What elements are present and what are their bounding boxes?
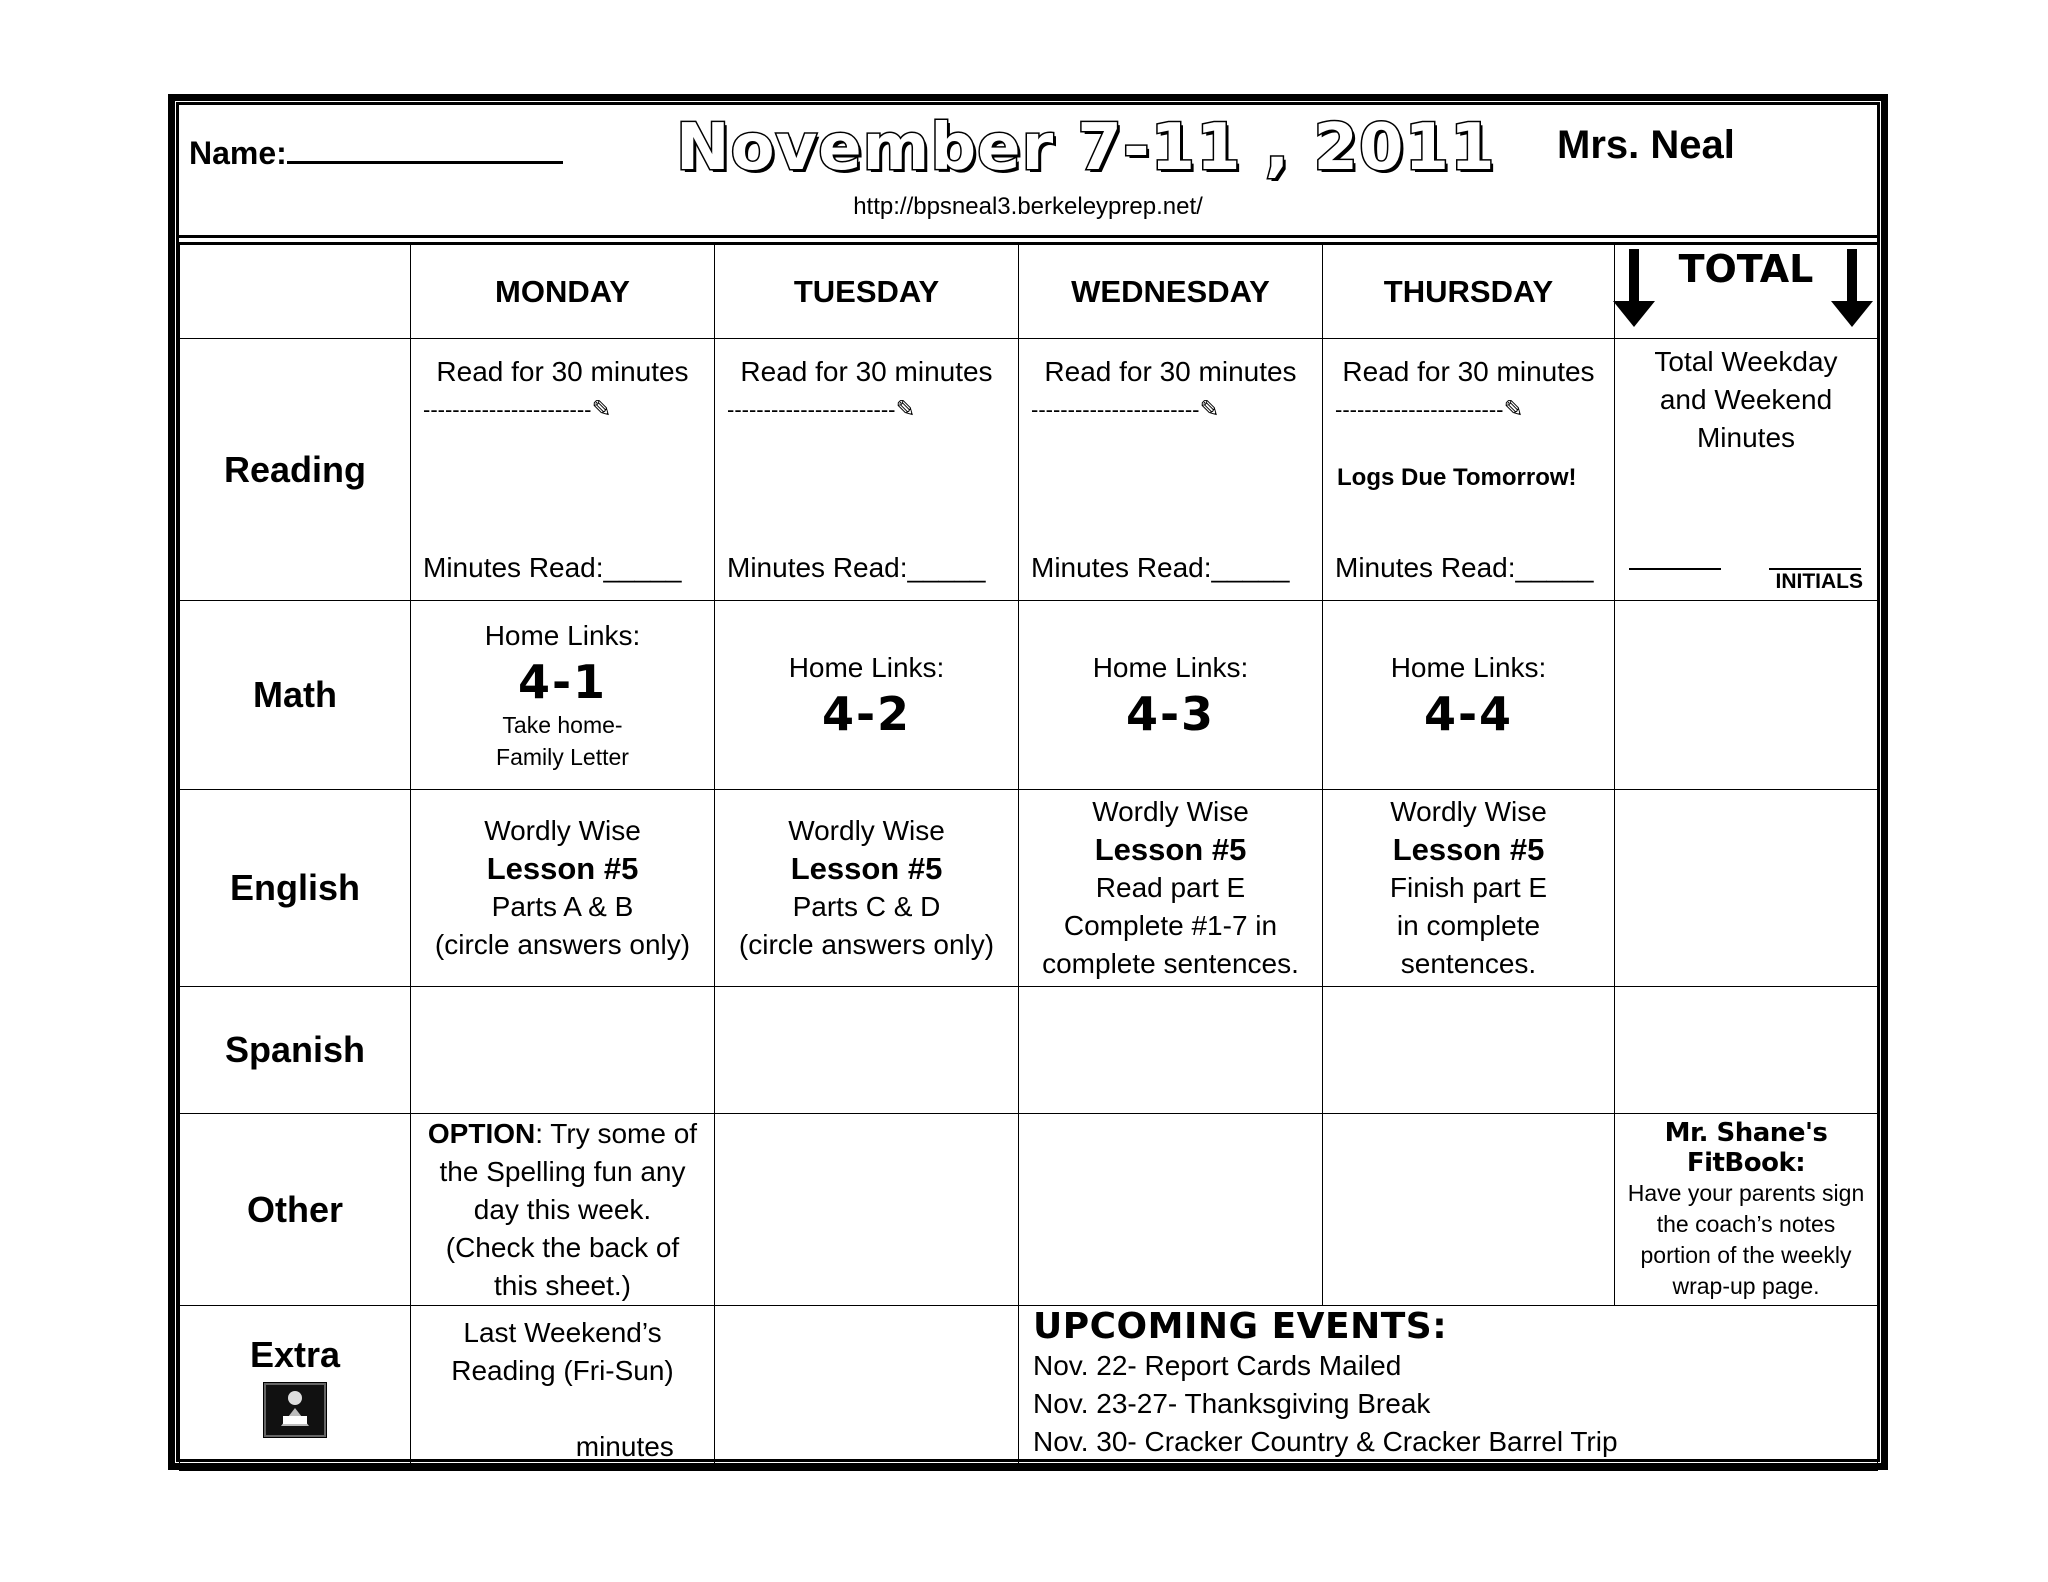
english-tuesday (715, 790, 1019, 987)
home-link-number: 4-4 (1423, 687, 1514, 741)
weekend-reading-label: Reading (Fri-Sun) (451, 1355, 674, 1386)
day-label: MONDAY (495, 273, 630, 309)
assignment-line: (circle answers only) (738, 929, 995, 960)
math-wednesday (1019, 601, 1323, 790)
arrow-down-icon (1841, 249, 1863, 329)
pencil-icon: ✎ (895, 396, 916, 423)
reading-task: Read for 30 minutes (740, 356, 993, 387)
subject-label: Reading (223, 448, 366, 490)
minutes-read-blank: Minutes Read:_____ (1335, 552, 1594, 583)
other-row (180, 1114, 1878, 1306)
subject-extra (180, 1306, 411, 1471)
day-header-thursday (1323, 245, 1615, 339)
subject-other (180, 1114, 411, 1306)
assignment-line: Parts C & D (792, 891, 941, 922)
english-wednesday (1019, 790, 1323, 987)
teacher-name: Mrs. Neal (1557, 123, 1735, 167)
english-total (1615, 790, 1878, 987)
reading-tuesday (715, 339, 1019, 601)
class-website-url: http://bpsneal3.berkeleyprep.net/ (853, 193, 1203, 220)
pencil-icon: ✎ (591, 396, 612, 423)
minutes-read-blank: Minutes Read:_____ (423, 552, 682, 583)
weekend-reading-label: Last Weekend’s (463, 1317, 662, 1348)
logs-due-note: Logs Due Tomorrow! (1337, 464, 1577, 491)
subject-label: Spanish (224, 1029, 366, 1070)
math-row (180, 601, 1878, 790)
math-monday (411, 601, 715, 790)
math-tuesday (715, 601, 1019, 790)
name-blank-line (287, 131, 563, 164)
option-label: OPTION (427, 1117, 536, 1149)
reading-monday (411, 339, 715, 601)
home-link-number: 4-3 (1125, 687, 1216, 741)
option-text: this sheet.) (494, 1269, 631, 1301)
homework-grid (179, 244, 1878, 1471)
subject-spanish (180, 987, 411, 1114)
spanish-monday (411, 987, 715, 1114)
fitbook-text: portion of the weekly (1640, 1241, 1852, 1268)
weekend-minutes-blank: ________minutes (451, 1431, 674, 1462)
day-header-wednesday (1019, 245, 1323, 339)
initials-label: INITIALS (1775, 570, 1863, 593)
home-links-label: Home Links: (484, 620, 641, 651)
reading-row (180, 339, 1878, 601)
program-name: Wordly Wise (484, 815, 641, 846)
assignment-line: complete sentences. (1042, 948, 1299, 979)
lesson-label: Lesson #5 (1094, 832, 1247, 867)
page-title: November 7-11 , 2011 (676, 111, 1496, 185)
signature-dash-line: ----------------------- (1031, 397, 1200, 422)
lesson-label: Lesson #5 (1392, 832, 1545, 867)
day-label: WEDNESDAY (1071, 273, 1270, 309)
day-label: THURSDAY (1383, 273, 1554, 309)
math-total (1615, 601, 1878, 790)
take-home-note: Take home- (502, 712, 623, 738)
spanish-row (180, 987, 1878, 1114)
home-links-label: Home Links: (1092, 652, 1249, 683)
lesson-label: Lesson #5 (790, 851, 943, 886)
assignment-line: Finish part E (1389, 872, 1548, 903)
lesson-label: Lesson #5 (486, 851, 639, 886)
home-links-label: Home Links: (1390, 652, 1547, 683)
reading-task: Read for 30 minutes (436, 356, 689, 387)
name-label: Name: (189, 135, 287, 171)
total-blank-line (1629, 568, 1721, 570)
signature-dash-line: ----------------------- (727, 397, 896, 422)
total-label: TOTAL (1678, 247, 1814, 291)
english-row (180, 790, 1878, 987)
signature-dash-line: ----------------------- (1335, 397, 1504, 422)
reading-child-icon (263, 1382, 327, 1438)
assignment-line: Read part E (1095, 872, 1246, 903)
reading-wednesday (1019, 339, 1323, 601)
other-total (1615, 1114, 1878, 1306)
subject-english (180, 790, 411, 987)
assignment-line: sentences. (1400, 948, 1537, 979)
reading-thursday (1323, 339, 1615, 601)
home-link-number: 4-1 (517, 655, 608, 709)
assignment-line: Complete #1-7 in (1063, 910, 1278, 941)
other-wednesday (1019, 1114, 1323, 1306)
events-title: UPCOMING EVENTS: (1033, 1306, 1448, 1347)
other-monday (411, 1114, 715, 1306)
extra-row (180, 1306, 1878, 1471)
spanish-wednesday (1019, 987, 1323, 1114)
subject-math (180, 601, 411, 790)
reading-task: Read for 30 minutes (1044, 356, 1297, 387)
signature-dash-line: ----------------------- (423, 397, 592, 422)
option-text: day this week. (473, 1193, 652, 1225)
day-label: TUESDAY (793, 273, 940, 309)
name-field (189, 131, 563, 172)
option-text: (Check the back of (445, 1231, 680, 1263)
pencil-icon: ✎ (1199, 396, 1220, 423)
fitbook-text: Have your parents sign (1627, 1179, 1865, 1206)
option-text: : Try some of (535, 1117, 698, 1149)
other-thursday (1323, 1114, 1615, 1306)
subject-label: Math (253, 674, 337, 715)
home-links-label: Home Links: (788, 652, 945, 683)
fitbook-text: the coach’s notes (1656, 1210, 1836, 1237)
other-tuesday (715, 1114, 1019, 1306)
math-thursday (1323, 601, 1615, 790)
family-letter-note: Family Letter (496, 744, 629, 770)
spanish-total (1615, 987, 1878, 1114)
program-name: Wordly Wise (1092, 796, 1249, 827)
day-header-row (180, 245, 1878, 339)
total-header (1615, 245, 1878, 339)
minutes-read-blank: Minutes Read:_____ (727, 552, 986, 583)
assignment-line: Parts A & B (491, 891, 634, 922)
subject-label: English (229, 867, 360, 908)
reading-task: Read for 30 minutes (1342, 356, 1595, 387)
subject-label: Extra (249, 1334, 341, 1375)
minutes-read-blank: Minutes Read:_____ (1031, 552, 1290, 583)
upcoming-events (1019, 1306, 1878, 1471)
english-thursday (1323, 790, 1615, 987)
day-header-monday (411, 245, 715, 339)
event-item: Nov. 22- Report Cards Mailed (1033, 1350, 1402, 1381)
header (179, 105, 1877, 235)
total-minutes-text: Total Weekday and Weekend Minutes (1654, 346, 1838, 453)
spanish-tuesday (715, 987, 1019, 1114)
home-link-number: 4-2 (821, 687, 912, 741)
subject-label: Other (246, 1188, 343, 1230)
extra-monday (411, 1306, 715, 1471)
spanish-thursday (1323, 987, 1615, 1114)
extra-tuesday (715, 1306, 1019, 1471)
corner-cell (180, 245, 411, 339)
event-item: Nov. 30- Cracker Country & Cracker Barrel Trip (1033, 1426, 1618, 1457)
program-name: Wordly Wise (788, 815, 945, 846)
option-text: the Spelling fun any (439, 1155, 686, 1187)
subject-reading (180, 339, 411, 601)
fitbook-title: Mr. Shane's FitBook: (1664, 1117, 1828, 1178)
assignment-line: in complete (1396, 910, 1541, 941)
reading-total (1615, 339, 1878, 601)
pencil-icon: ✎ (1503, 396, 1524, 423)
day-header-tuesday (715, 245, 1019, 339)
program-name: Wordly Wise (1390, 796, 1547, 827)
event-item: Nov. 23-27- Thanksgiving Break (1033, 1388, 1431, 1419)
english-monday (411, 790, 715, 987)
fitbook-text: wrap-up page. (1672, 1272, 1820, 1299)
assignment-line: (circle answers only) (434, 929, 691, 960)
